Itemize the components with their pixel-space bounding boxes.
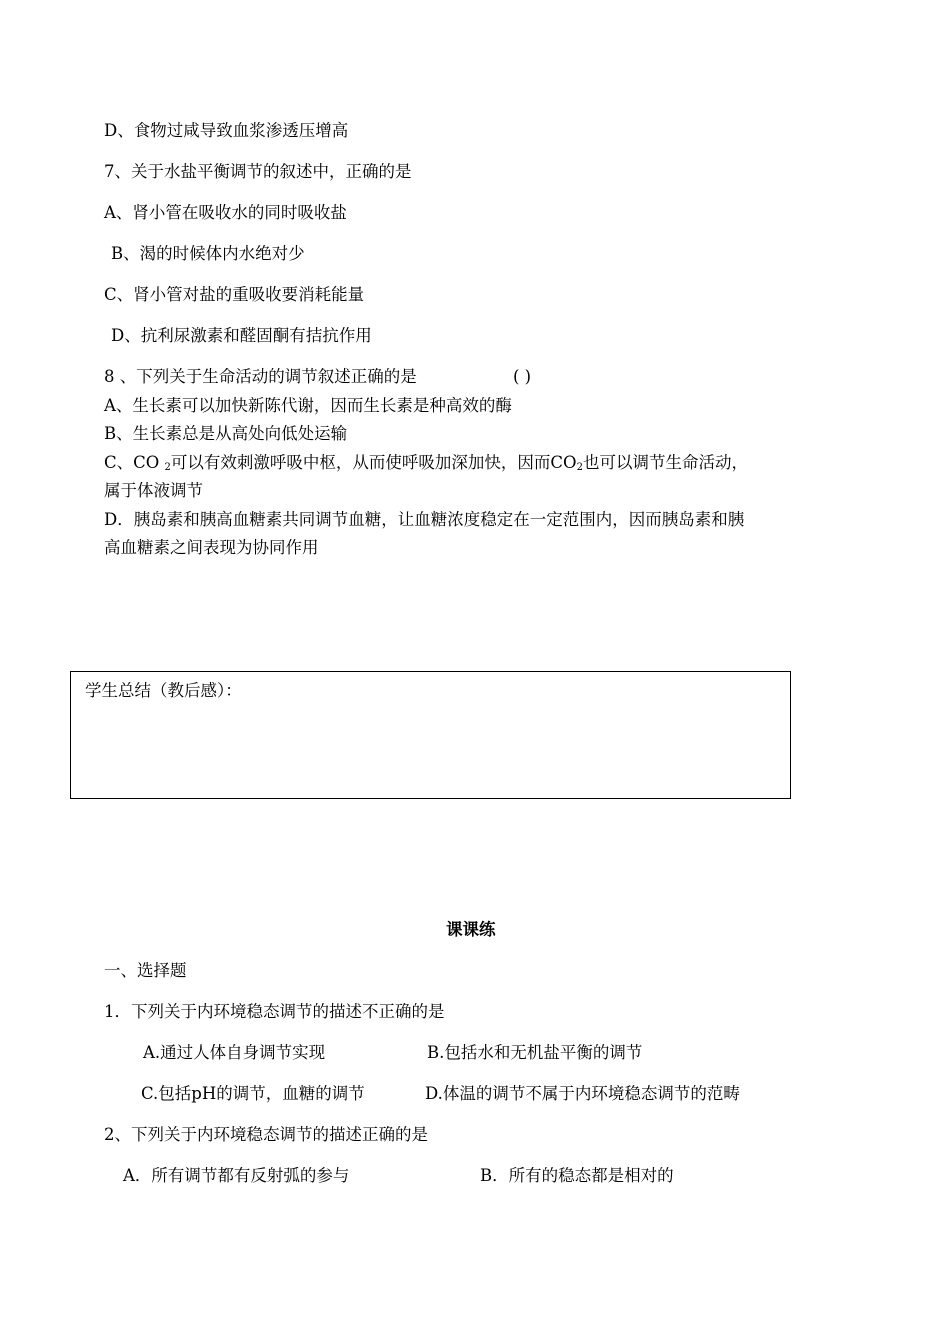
- q8-option-d-line1: D．胰岛素和胰高血糖素共同调节血糖，让血糖浓度稳定在一定范围内，因而胰岛素和胰: [104, 510, 745, 529]
- q8-option-c-line1: [104, 453, 748, 478]
- student-summary-box: [70, 671, 791, 799]
- practice-q2-stem: 2、下列关于内环境稳态调节的描述正确的是: [104, 1125, 428, 1144]
- practice-section-heading: 一、选择题: [104, 961, 187, 980]
- q6-option-d: D、食物过咸导致血浆渗透压增高: [104, 121, 349, 140]
- q8-option-b: B、生长素总是从高处向低处运输: [104, 424, 348, 443]
- q7-option-b: B、渴的时候体内水绝对少: [111, 244, 305, 263]
- practice-q1-option-c: C.包括pH的调节，血糖的调节: [141, 1084, 365, 1103]
- q8-option-c-subscript2: 2: [576, 462, 583, 473]
- q8-answer-blank: ( ): [513, 367, 532, 386]
- q7-option-d: D、抗利尿激素和醛固酮有拮抗作用: [111, 326, 372, 345]
- practice-title: 课课练: [446, 920, 496, 939]
- q8-option-d-line2: 高血糖素之间表现为协同作用: [104, 538, 319, 557]
- q7-option-c: C、肾小管对盐的重吸收要消耗能量: [104, 285, 365, 304]
- practice-q1-option-a: A.通过人体自身调节实现: [143, 1043, 326, 1062]
- q7-option-a: A、肾小管在吸收水的同时吸收盐: [104, 203, 347, 222]
- student-summary-label: 学生总结（教后感）：: [85, 681, 242, 700]
- practice-q1-stem: 1．下列关于内环境稳态调节的描述不正确的是: [104, 1002, 445, 1021]
- q8-option-a: A、生长素可以加快新陈代谢，因而生长素是种高效的酶: [104, 396, 512, 415]
- q8-option-c-part1: C、CO: [104, 453, 165, 472]
- practice-q2-option-a: A．所有调节都有反射弧的参与: [123, 1166, 350, 1185]
- q8-option-c-subscript1: 2: [164, 462, 171, 473]
- practice-q2-option-b: B．所有的稳态都是相对的: [480, 1166, 674, 1185]
- practice-q1-option-b: B.包括水和无机盐平衡的调节: [427, 1043, 643, 1062]
- q8-option-c-part3: 也可以调节生命活动，: [582, 453, 748, 472]
- q8-option-c-line2: 属于体液调节: [104, 481, 203, 500]
- q7-stem: 7、关于水盐平衡调节的叙述中，正确的是: [104, 162, 412, 181]
- q8-stem: 8 、下列关于生命活动的调节叙述正确的是: [104, 367, 417, 386]
- practice-q1-option-d: D.体温的调节不属于内环境稳态调节的范畴: [425, 1084, 740, 1103]
- q8-option-c-part2: 可以有效刺激呼吸中枢，从而使呼吸加深加快，因而CO: [170, 453, 577, 472]
